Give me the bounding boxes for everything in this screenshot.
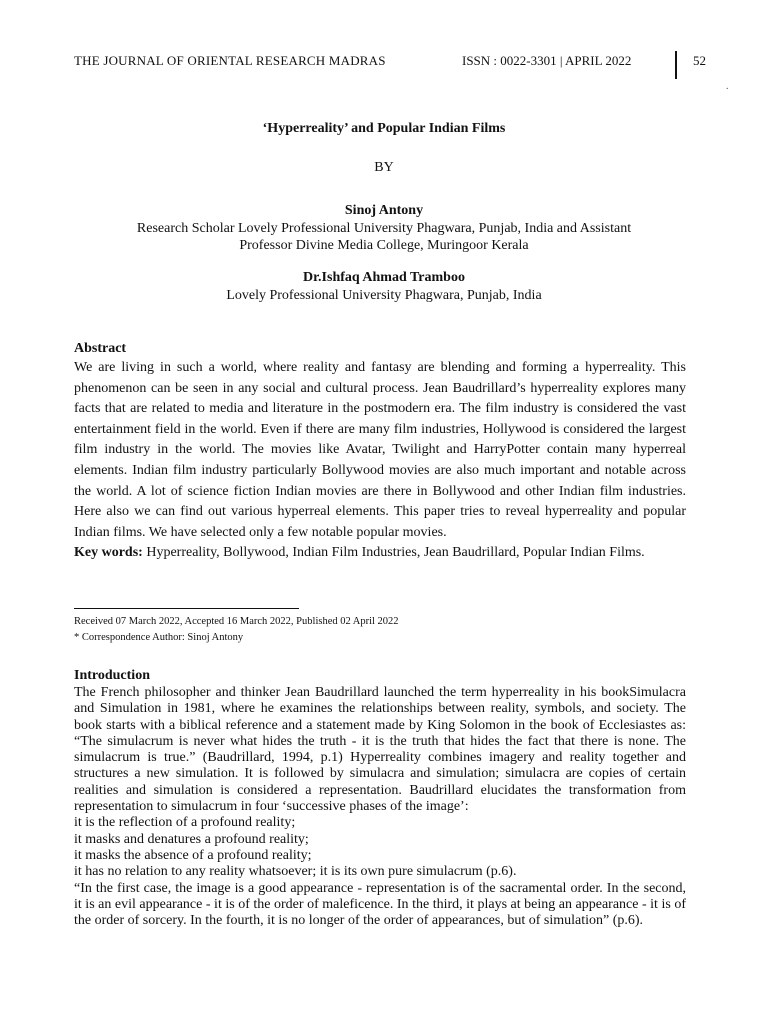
abstract-heading: Abstract <box>74 341 127 356</box>
journal-name: THE JOURNAL OF ORIENTAL RESEARCH MADRAS <box>74 53 386 68</box>
footnotes <box>74 614 399 646</box>
received-note: Received 07 March 2022, Accepted 16 March 2022, Published 02 April 2022 <box>74 616 399 627</box>
author-affiliation: Research Scholar Lovely Professional University Phagwara, Punjab, India and Assistant <box>136 221 632 236</box>
footnote-rule <box>74 608 299 609</box>
page-number: 52 <box>693 53 706 68</box>
introduction-heading: Introduction <box>74 668 150 683</box>
phase-item: it is the reflection of a profound reality; <box>74 815 296 831</box>
intro-quote: “In the first case, the image is a good appearance - representation is of the sacramental order. In the second, it is an evil appearance - it is of the order of maleficence. In the third, it plays at being an appearance - it is of the order of sorcery. In the fourth, it is no longer of the order of appearances, but of simulation” (p.6). <box>74 880 686 929</box>
keywords-list: Hyperreality, Bollywood, Indian Film Industries, Jean Baudrillard, Popular Indian Films. <box>142 545 645 561</box>
header-divider <box>675 51 677 79</box>
running-header <box>74 53 729 92</box>
author-name: Dr.Ishfaq Ahmad Tramboo <box>303 270 465 285</box>
correspondence-note: * Correspondence Author: Sinoj Antony <box>74 632 244 643</box>
phase-item: it has no relation to any reality whatsoever; it is its own pure simulacrum (p.6). <box>74 864 517 880</box>
author-name: Sinoj Antony <box>344 203 424 218</box>
keywords-label: Key words: <box>74 545 143 561</box>
phase-item: it masks and denatures a profound reality; <box>74 831 309 847</box>
paper-title: ‘Hyperreality’ and Popular Indian Films <box>262 121 506 136</box>
abstract-text: We are living in such a world, where reality and fantasy are blending and forming a hyperreality. This phenomenon can be seen in any social and cultural process. Jean Baudrillard’s hyperreality explores many facts that are related to media and literature in the postmodern era. The film industry is considered the vast entertainment field in the world. Even if there are many film industries, Hollywood is considered the largest film industry in the world. The movies like Avatar, Twilight and HarryPotter contain many hyperreal elements. Indian film industry particularly Bollywood movies are also much important and notable across the world. A lot of science fiction Indian movies are there in Bollywood and other Indian film industries. Here also we can find out various hyperreal elements. This paper tries to reveal hyperreality and popular Indian films. We have selected only a few notable popular movies. <box>74 360 686 540</box>
header-dot: . <box>726 81 729 92</box>
phase-item: it masks the absence of a profound reality; <box>74 847 312 863</box>
issn-date: ISSN : 0022-3301 | APRIL 2022 <box>462 53 632 68</box>
abstract-section <box>74 340 686 564</box>
author-affiliation: Lovely Professional University Phagwara, Punjab, India <box>226 288 542 303</box>
intro-paragraph: The French philosopher and thinker Jean Baudrillard launched the term hyperreality in his bookSimulacra and Simulation in 1981, where he examines the relationships between reality, symbols, and society. The book starts with a biblical reference and a statement made by King Solomon in the book of Ecclesiastes as: “The simulacrum is never what hides the truth - it is the truth that hides the fact that there is none. The simulacrum is true.” (Baudrillard, 1994, p.1) Hyperreality combines imagery and reality together and structures a new simulation. It is followed by simulacra and simulation; simulacra are copies of certain realities and simulation is considered a representation. Baudrillard elucidates the transformation from representation to simulacrum in four ‘successive phases of the image’: <box>74 685 686 815</box>
author-block-1 <box>90 202 678 254</box>
by-line: BY <box>374 160 394 175</box>
introduction-section <box>74 667 686 929</box>
author-affiliation: Professor Divine Media College, Muringoor Kerala <box>239 238 529 253</box>
author-block-2 <box>90 269 678 304</box>
keywords <box>74 543 686 564</box>
